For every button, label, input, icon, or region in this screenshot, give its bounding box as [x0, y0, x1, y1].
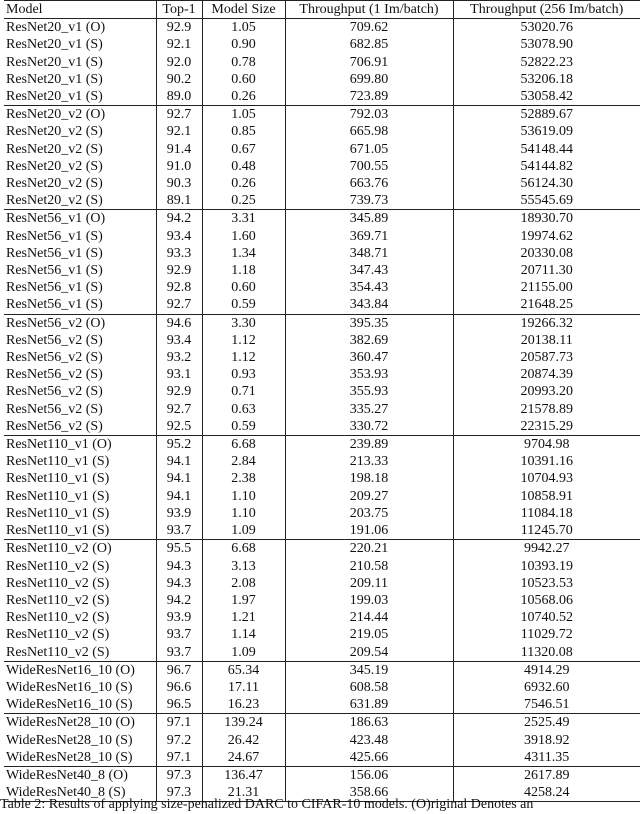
table-row [4, 418, 640, 436]
table-row [4, 279, 640, 296]
cell-throughput-256: 4311.35 [453, 749, 640, 767]
cell-throughput-256: 21155.00 [453, 279, 640, 296]
cell-model-size: 1.34 [202, 245, 285, 262]
table-row [4, 609, 640, 626]
cell-throughput-256: 10568.06 [453, 592, 640, 609]
cell-top1: 90.3 [156, 175, 202, 192]
cell-model: ResNet20_v2 (S) [6, 141, 103, 157]
cell-throughput-256: 2617.89 [453, 766, 640, 784]
cell-top1: 92.7 [156, 296, 202, 314]
cell-top1: 95.5 [156, 540, 202, 558]
table-row [4, 141, 640, 158]
cell-model: ResNet56_v1 (S) [6, 245, 103, 261]
table-row [4, 296, 640, 314]
table-row [4, 575, 640, 592]
cell-throughput-256: 54148.44 [453, 141, 640, 158]
cell-throughput-1: 156.06 [285, 766, 453, 784]
cell-model: ResNet56_v2 (O) [6, 315, 106, 331]
cell-throughput-1: 343.84 [285, 296, 453, 314]
cell-model-size: 1.05 [202, 106, 285, 124]
cell-top1: 94.1 [156, 470, 202, 487]
cell-top1: 89.0 [156, 88, 202, 106]
cell-throughput-1: 209.27 [285, 488, 453, 505]
cell-model: ResNet56_v1 (S) [4, 296, 156, 314]
cell-model-size: 21.31 [202, 784, 285, 802]
cell-model-size: 2.84 [202, 453, 285, 470]
cell-top1: 94.3 [156, 575, 202, 592]
cell-throughput-1: 210.58 [285, 558, 453, 575]
cell-top1: 93.7 [156, 626, 202, 643]
cell-top1: 93.9 [156, 609, 202, 626]
cell-top1: 92.9 [156, 383, 202, 400]
cell-model: ResNet110_v2 (S) [4, 644, 156, 662]
group-resnet20-v1 [4, 19, 640, 106]
table-row [4, 54, 640, 71]
table-row [4, 749, 640, 767]
cell-top1: 94.3 [156, 558, 202, 575]
cell-throughput-256: 3918.92 [453, 732, 640, 749]
cell-model: ResNet20_v1 (S) [6, 54, 103, 70]
cell-model-size: 0.93 [202, 366, 285, 383]
cell-top1: 93.9 [156, 505, 202, 522]
cell-model-size: 0.48 [202, 158, 285, 175]
cell-model-size: 1.12 [202, 332, 285, 349]
table-row [4, 488, 640, 505]
cell-top1: 96.6 [156, 679, 202, 696]
table-row [4, 383, 640, 400]
cell-model: ResNet56_v1 (S) [6, 280, 103, 296]
cell-throughput-1: 199.03 [285, 592, 453, 609]
cell-model-size: 17.11 [202, 679, 285, 696]
cell-model-size: 0.26 [202, 88, 285, 106]
cell-throughput-256: 10391.16 [453, 453, 640, 470]
cell-throughput-1: 335.27 [285, 401, 453, 418]
cell-throughput-1: 700.55 [285, 158, 453, 175]
cell-model: ResNet110_v2 (S) [6, 575, 110, 591]
header-model-size: Model Size [202, 1, 285, 19]
cell-model: ResNet20_v1 (S) [6, 71, 103, 87]
cell-top1: 93.2 [156, 349, 202, 366]
table-row [4, 558, 640, 575]
cell-model: ResNet56_v1 (S) [6, 263, 103, 279]
cell-throughput-256: 4914.29 [453, 661, 640, 679]
table-row [4, 732, 640, 749]
cell-throughput-256: 6932.60 [453, 679, 640, 696]
cell-throughput-1: 360.47 [285, 349, 453, 366]
cell-throughput-1: 395.35 [285, 314, 453, 332]
cell-top1: 97.1 [156, 714, 202, 732]
cell-model: ResNet110_v2 (S) [6, 610, 110, 626]
table-row [4, 505, 640, 522]
table-row [4, 626, 640, 643]
cell-throughput-1: 353.93 [285, 366, 453, 383]
cell-model-size: 0.60 [202, 279, 285, 296]
cell-throughput-1: 382.69 [285, 332, 453, 349]
cell-top1: 97.3 [156, 784, 202, 802]
cell-throughput-1: 671.05 [285, 141, 453, 158]
cell-model-size: 1.21 [202, 609, 285, 626]
cell-model-size: 26.42 [202, 732, 285, 749]
cell-top1: 97.3 [156, 766, 202, 784]
cell-model-size: 0.85 [202, 123, 285, 140]
cell-throughput-256: 18930.70 [453, 210, 640, 228]
cell-model-size: 0.59 [202, 296, 285, 314]
cell-top1: 93.3 [156, 245, 202, 262]
cell-throughput-1: 792.03 [285, 106, 453, 124]
cell-throughput-1: 723.89 [285, 88, 453, 106]
cell-model: WideResNet16_10 (O) [6, 662, 135, 678]
cell-model: ResNet20_v2 (S) [4, 192, 156, 210]
cell-throughput-256: 20993.20 [453, 383, 640, 400]
cell-throughput-1: 203.75 [285, 505, 453, 522]
cell-model-size: 0.63 [202, 401, 285, 418]
cell-throughput-256: 10393.19 [453, 558, 640, 575]
cell-throughput-1: 198.18 [285, 470, 453, 487]
cell-model: WideResNet28_10 (O) [6, 715, 135, 731]
cell-throughput-1: 355.93 [285, 383, 453, 400]
cell-throughput-256: 21648.25 [453, 296, 640, 314]
cell-throughput-256: 10858.91 [453, 488, 640, 505]
header-throughput-256: Throughput (256 Im/batch) [453, 1, 640, 19]
cell-throughput-256: 20587.73 [453, 349, 640, 366]
cell-throughput-1: 348.71 [285, 245, 453, 262]
cell-model-size: 1.10 [202, 505, 285, 522]
cell-throughput-256: 22315.29 [453, 418, 640, 436]
cell-throughput-256: 9704.98 [453, 436, 640, 454]
cell-model-size: 16.23 [202, 696, 285, 714]
cell-top1: 93.1 [156, 366, 202, 383]
cell-model: ResNet56_v2 (S) [6, 384, 103, 400]
cell-throughput-1: 699.80 [285, 71, 453, 88]
cell-model: ResNet110_v2 (S) [6, 627, 110, 643]
cell-model-size: 6.68 [202, 436, 285, 454]
cell-throughput-1: 665.98 [285, 123, 453, 140]
table-row [4, 522, 640, 540]
cell-model-size: 0.59 [202, 418, 285, 436]
cell-model-size: 1.09 [202, 644, 285, 662]
table-row [4, 696, 640, 714]
cell-throughput-1: 369.71 [285, 228, 453, 245]
cell-throughput-256: 53078.90 [453, 36, 640, 53]
cell-throughput-256: 20138.11 [453, 332, 640, 349]
cell-top1: 93.4 [156, 332, 202, 349]
cell-model: ResNet56_v2 (S) [6, 332, 103, 348]
cell-model-size: 6.68 [202, 540, 285, 558]
cell-throughput-1: 209.11 [285, 575, 453, 592]
cell-top1: 92.1 [156, 123, 202, 140]
cell-model: ResNet110_v2 (S) [6, 558, 110, 574]
cell-throughput-1: 191.06 [285, 522, 453, 540]
table-row [4, 540, 640, 558]
table-row [4, 314, 640, 332]
cell-top1: 92.8 [156, 279, 202, 296]
table-row [4, 766, 640, 784]
cell-throughput-1: 209.54 [285, 644, 453, 662]
cell-top1: 93.7 [156, 522, 202, 540]
table-row [4, 349, 640, 366]
table-row [4, 262, 640, 279]
cell-model: ResNet56_v1 (O) [6, 211, 106, 227]
table-row [4, 88, 640, 106]
cell-model-size: 24.67 [202, 749, 285, 767]
cell-model-size: 1.97 [202, 592, 285, 609]
cell-model: ResNet110_v2 (S) [6, 592, 110, 608]
cell-model: ResNet56_v2 (S) [6, 350, 103, 366]
cell-throughput-1: 608.58 [285, 679, 453, 696]
cell-top1: 93.4 [156, 228, 202, 245]
cell-throughput-1: 354.43 [285, 279, 453, 296]
cell-throughput-256: 2525.49 [453, 714, 640, 732]
cell-throughput-256: 9942.27 [453, 540, 640, 558]
cell-model-size: 1.14 [202, 626, 285, 643]
cell-throughput-256: 11245.70 [453, 522, 640, 540]
table-row [4, 36, 640, 53]
table-row [4, 332, 640, 349]
cell-throughput-1: 213.33 [285, 453, 453, 470]
table-row [4, 106, 640, 124]
cell-model: WideResNet16_10 (S) [4, 696, 156, 714]
cell-model-size: 3.30 [202, 314, 285, 332]
cell-throughput-256: 54144.82 [453, 158, 640, 175]
table-row [4, 470, 640, 487]
cell-throughput-1: 239.89 [285, 436, 453, 454]
cell-throughput-256: 10740.52 [453, 609, 640, 626]
cell-top1: 94.1 [156, 488, 202, 505]
table-row [4, 19, 640, 37]
cell-model: ResNet20_v1 (S) [6, 37, 103, 53]
cell-throughput-256: 52822.23 [453, 54, 640, 71]
cell-model: ResNet56_v2 (S) [6, 367, 103, 383]
cell-model: ResNet56_v1 (S) [6, 228, 103, 244]
cell-model-size: 0.71 [202, 383, 285, 400]
group-resnet56-v1 [4, 210, 640, 314]
cell-throughput-256: 20330.08 [453, 245, 640, 262]
cell-model: WideResNet28_10 (S) [6, 732, 133, 748]
group-resnet110-v2 [4, 540, 640, 661]
cell-model-size: 2.08 [202, 575, 285, 592]
cell-model: WideResNet40_8 (S) [4, 784, 156, 802]
table-row [4, 245, 640, 262]
cell-model-size: 2.38 [202, 470, 285, 487]
cell-top1: 92.9 [156, 19, 202, 37]
cell-throughput-1: 345.19 [285, 661, 453, 679]
cell-model: ResNet20_v2 (S) [6, 158, 103, 174]
table-row [4, 192, 640, 210]
cell-top1: 94.2 [156, 592, 202, 609]
cell-throughput-1: 425.66 [285, 749, 453, 767]
cell-model-size: 3.31 [202, 210, 285, 228]
cell-throughput-256: 20874.39 [453, 366, 640, 383]
cell-model: ResNet20_v1 (S) [4, 88, 156, 106]
cell-top1: 92.7 [156, 106, 202, 124]
cell-model: ResNet20_v2 (S) [6, 176, 103, 192]
cell-top1: 91.0 [156, 158, 202, 175]
cell-model: ResNet110_v1 (O) [6, 437, 112, 453]
table-row [4, 401, 640, 418]
cell-model: ResNet20_v1 (O) [6, 20, 106, 36]
cell-throughput-256: 53020.76 [453, 19, 640, 37]
table-row [4, 210, 640, 228]
cell-model: ResNet110_v1 (S) [6, 505, 110, 521]
cell-throughput-256: 19974.62 [453, 228, 640, 245]
cell-model: ResNet110_v1 (S) [4, 522, 156, 540]
group-wideresnet16-10 [4, 661, 640, 714]
cell-model-size: 0.67 [202, 141, 285, 158]
cell-throughput-1: 739.73 [285, 192, 453, 210]
cell-throughput-1: 220.21 [285, 540, 453, 558]
cell-throughput-256: 53058.42 [453, 88, 640, 106]
header-throughput-1: Throughput (1 Im/batch) [285, 1, 453, 19]
group-resnet110-v1 [4, 436, 640, 540]
cell-top1: 94.1 [156, 453, 202, 470]
cell-throughput-1: 706.91 [285, 54, 453, 71]
cell-top1: 94.6 [156, 314, 202, 332]
table-row [4, 158, 640, 175]
group-resnet56-v2 [4, 314, 640, 435]
cell-model: ResNet110_v1 (S) [6, 488, 110, 504]
group-wideresnet28-10 [4, 714, 640, 767]
table-row [4, 679, 640, 696]
cell-model-size: 1.12 [202, 349, 285, 366]
table-caption: Table 2: Results of applying size-penalized DARC to CIFAR-10 models. (O)riginal Denotes an [0, 797, 534, 812]
cell-throughput-256: 21578.89 [453, 401, 640, 418]
cell-model-size: 0.90 [202, 36, 285, 53]
cell-throughput-1: 214.44 [285, 609, 453, 626]
cell-throughput-256: 53206.18 [453, 71, 640, 88]
cell-top1: 95.2 [156, 436, 202, 454]
table-row [4, 644, 640, 662]
table-row [4, 366, 640, 383]
cell-model-size: 0.60 [202, 71, 285, 88]
cell-model: ResNet20_v2 (O) [6, 107, 106, 123]
cell-model-size: 1.09 [202, 522, 285, 540]
cell-throughput-256: 10523.53 [453, 575, 640, 592]
cell-model-size: 1.10 [202, 488, 285, 505]
cell-throughput-1: 330.72 [285, 418, 453, 436]
results-table [4, 0, 640, 802]
cell-top1: 89.1 [156, 192, 202, 210]
cell-model-size: 136.47 [202, 766, 285, 784]
cell-model-size: 139.24 [202, 714, 285, 732]
cell-model: WideResNet28_10 (S) [4, 749, 156, 767]
table-row [4, 714, 640, 732]
cell-throughput-256: 11029.72 [453, 626, 640, 643]
cell-top1: 92.1 [156, 36, 202, 53]
cell-throughput-256: 20711.30 [453, 262, 640, 279]
cell-top1: 96.7 [156, 661, 202, 679]
cell-model-size: 1.18 [202, 262, 285, 279]
cell-model: WideResNet40_8 (O) [6, 767, 128, 783]
cell-throughput-256: 53619.09 [453, 123, 640, 140]
table-row [4, 71, 640, 88]
cell-throughput-256: 11084.18 [453, 505, 640, 522]
cell-model-size: 3.13 [202, 558, 285, 575]
cell-throughput-256: 11320.08 [453, 644, 640, 662]
cell-throughput-1: 423.48 [285, 732, 453, 749]
cell-top1: 92.0 [156, 54, 202, 71]
cell-model-size: 1.60 [202, 228, 285, 245]
table-row [4, 175, 640, 192]
cell-model-size: 0.26 [202, 175, 285, 192]
table-row [4, 661, 640, 679]
cell-throughput-1: 358.66 [285, 784, 453, 802]
cell-top1: 97.2 [156, 732, 202, 749]
cell-model: ResNet110_v1 (S) [6, 454, 110, 470]
header-top1: Top-1 [156, 1, 202, 19]
cell-throughput-256: 7546.51 [453, 696, 640, 714]
group-resnet20-v2 [4, 106, 640, 210]
cell-throughput-256: 10704.93 [453, 470, 640, 487]
cell-model: ResNet56_v2 (S) [4, 418, 156, 436]
header-model: Model [4, 1, 156, 19]
header-row [4, 1, 640, 19]
cell-model-size: 0.78 [202, 54, 285, 71]
cell-model-size: 65.34 [202, 661, 285, 679]
cell-top1: 92.5 [156, 418, 202, 436]
cell-throughput-1: 663.76 [285, 175, 453, 192]
cell-model: ResNet20_v2 (S) [6, 124, 103, 140]
cell-top1: 92.7 [156, 401, 202, 418]
cell-top1: 92.9 [156, 262, 202, 279]
table-row [4, 592, 640, 609]
cell-model: ResNet110_v1 (S) [6, 471, 110, 487]
cell-model-size: 1.05 [202, 19, 285, 37]
cell-top1: 91.4 [156, 141, 202, 158]
table-row [4, 228, 640, 245]
cell-throughput-1: 631.89 [285, 696, 453, 714]
table-row [4, 453, 640, 470]
cell-model-size: 0.25 [202, 192, 285, 210]
cell-throughput-1: 345.89 [285, 210, 453, 228]
cell-model: ResNet56_v2 (S) [6, 401, 103, 417]
cell-throughput-256: 55545.69 [453, 192, 640, 210]
cell-top1: 97.1 [156, 749, 202, 767]
cell-throughput-1: 682.85 [285, 36, 453, 53]
cell-throughput-1: 347.43 [285, 262, 453, 279]
cell-top1: 96.5 [156, 696, 202, 714]
cell-throughput-256: 52889.67 [453, 106, 640, 124]
cell-throughput-256: 19266.32 [453, 314, 640, 332]
cell-throughput-256: 56124.30 [453, 175, 640, 192]
cell-throughput-256: 4258.24 [453, 784, 640, 802]
cell-top1: 90.2 [156, 71, 202, 88]
cell-throughput-1: 709.62 [285, 19, 453, 37]
table-row [4, 436, 640, 454]
table-row [4, 123, 640, 140]
cell-model: WideResNet16_10 (S) [6, 679, 133, 695]
cell-throughput-1: 219.05 [285, 626, 453, 643]
cell-top1: 93.7 [156, 644, 202, 662]
cell-throughput-1: 186.63 [285, 714, 453, 732]
cell-model: ResNet110_v2 (O) [6, 541, 112, 557]
cell-top1: 94.2 [156, 210, 202, 228]
